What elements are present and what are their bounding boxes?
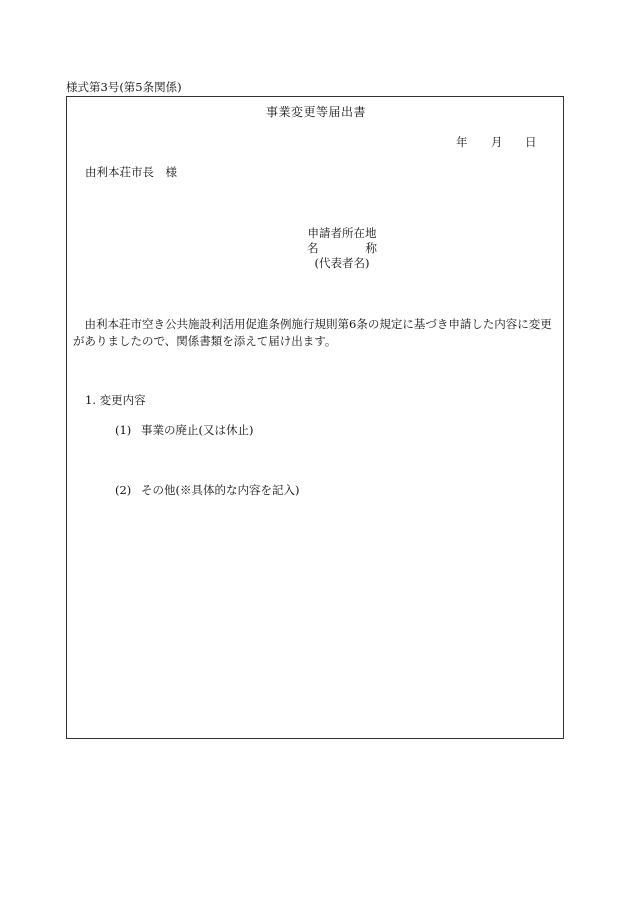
change-item-1-text: 事業の廃止(又は休止) [141,423,254,437]
change-item-2-number: (2) [115,483,132,497]
body-line-1: 由利本荘市空き公共施設利活用促進条例施行規則第6条の規定に基づき申請した内容に変更 [84,317,552,331]
applicant-address-label: 申請者所在地 [307,226,377,240]
applicant-representative-label: (代表者名) [314,256,370,270]
form-frame [66,96,564,739]
change-item-1 [115,424,253,438]
applicant-name-label-right: 称 [365,241,377,255]
applicant-name-label-left: 名 [307,241,319,255]
section-heading: 1. 変更内容 [85,393,146,407]
date-day-label: 日 [525,135,537,149]
body-line-2: がありましたので、関係書類を添えて届け出ます。 [73,334,337,348]
change-item-2 [115,484,299,498]
change-item-1-number: (1) [115,423,132,437]
body-paragraph [73,316,563,350]
applicant-block [297,226,387,271]
form-number-label: 様式第3号(第5条関係) [66,80,182,94]
document-title: 事業変更等届出書 [265,105,366,119]
addressee: 由利本荘市長 様 [85,165,177,179]
date-year-label: 年 [456,135,468,149]
date-month-label: 月 [491,135,503,149]
change-item-2-text: その他(※具体的な内容を記入) [141,483,300,497]
applicant-name-label [307,241,377,256]
